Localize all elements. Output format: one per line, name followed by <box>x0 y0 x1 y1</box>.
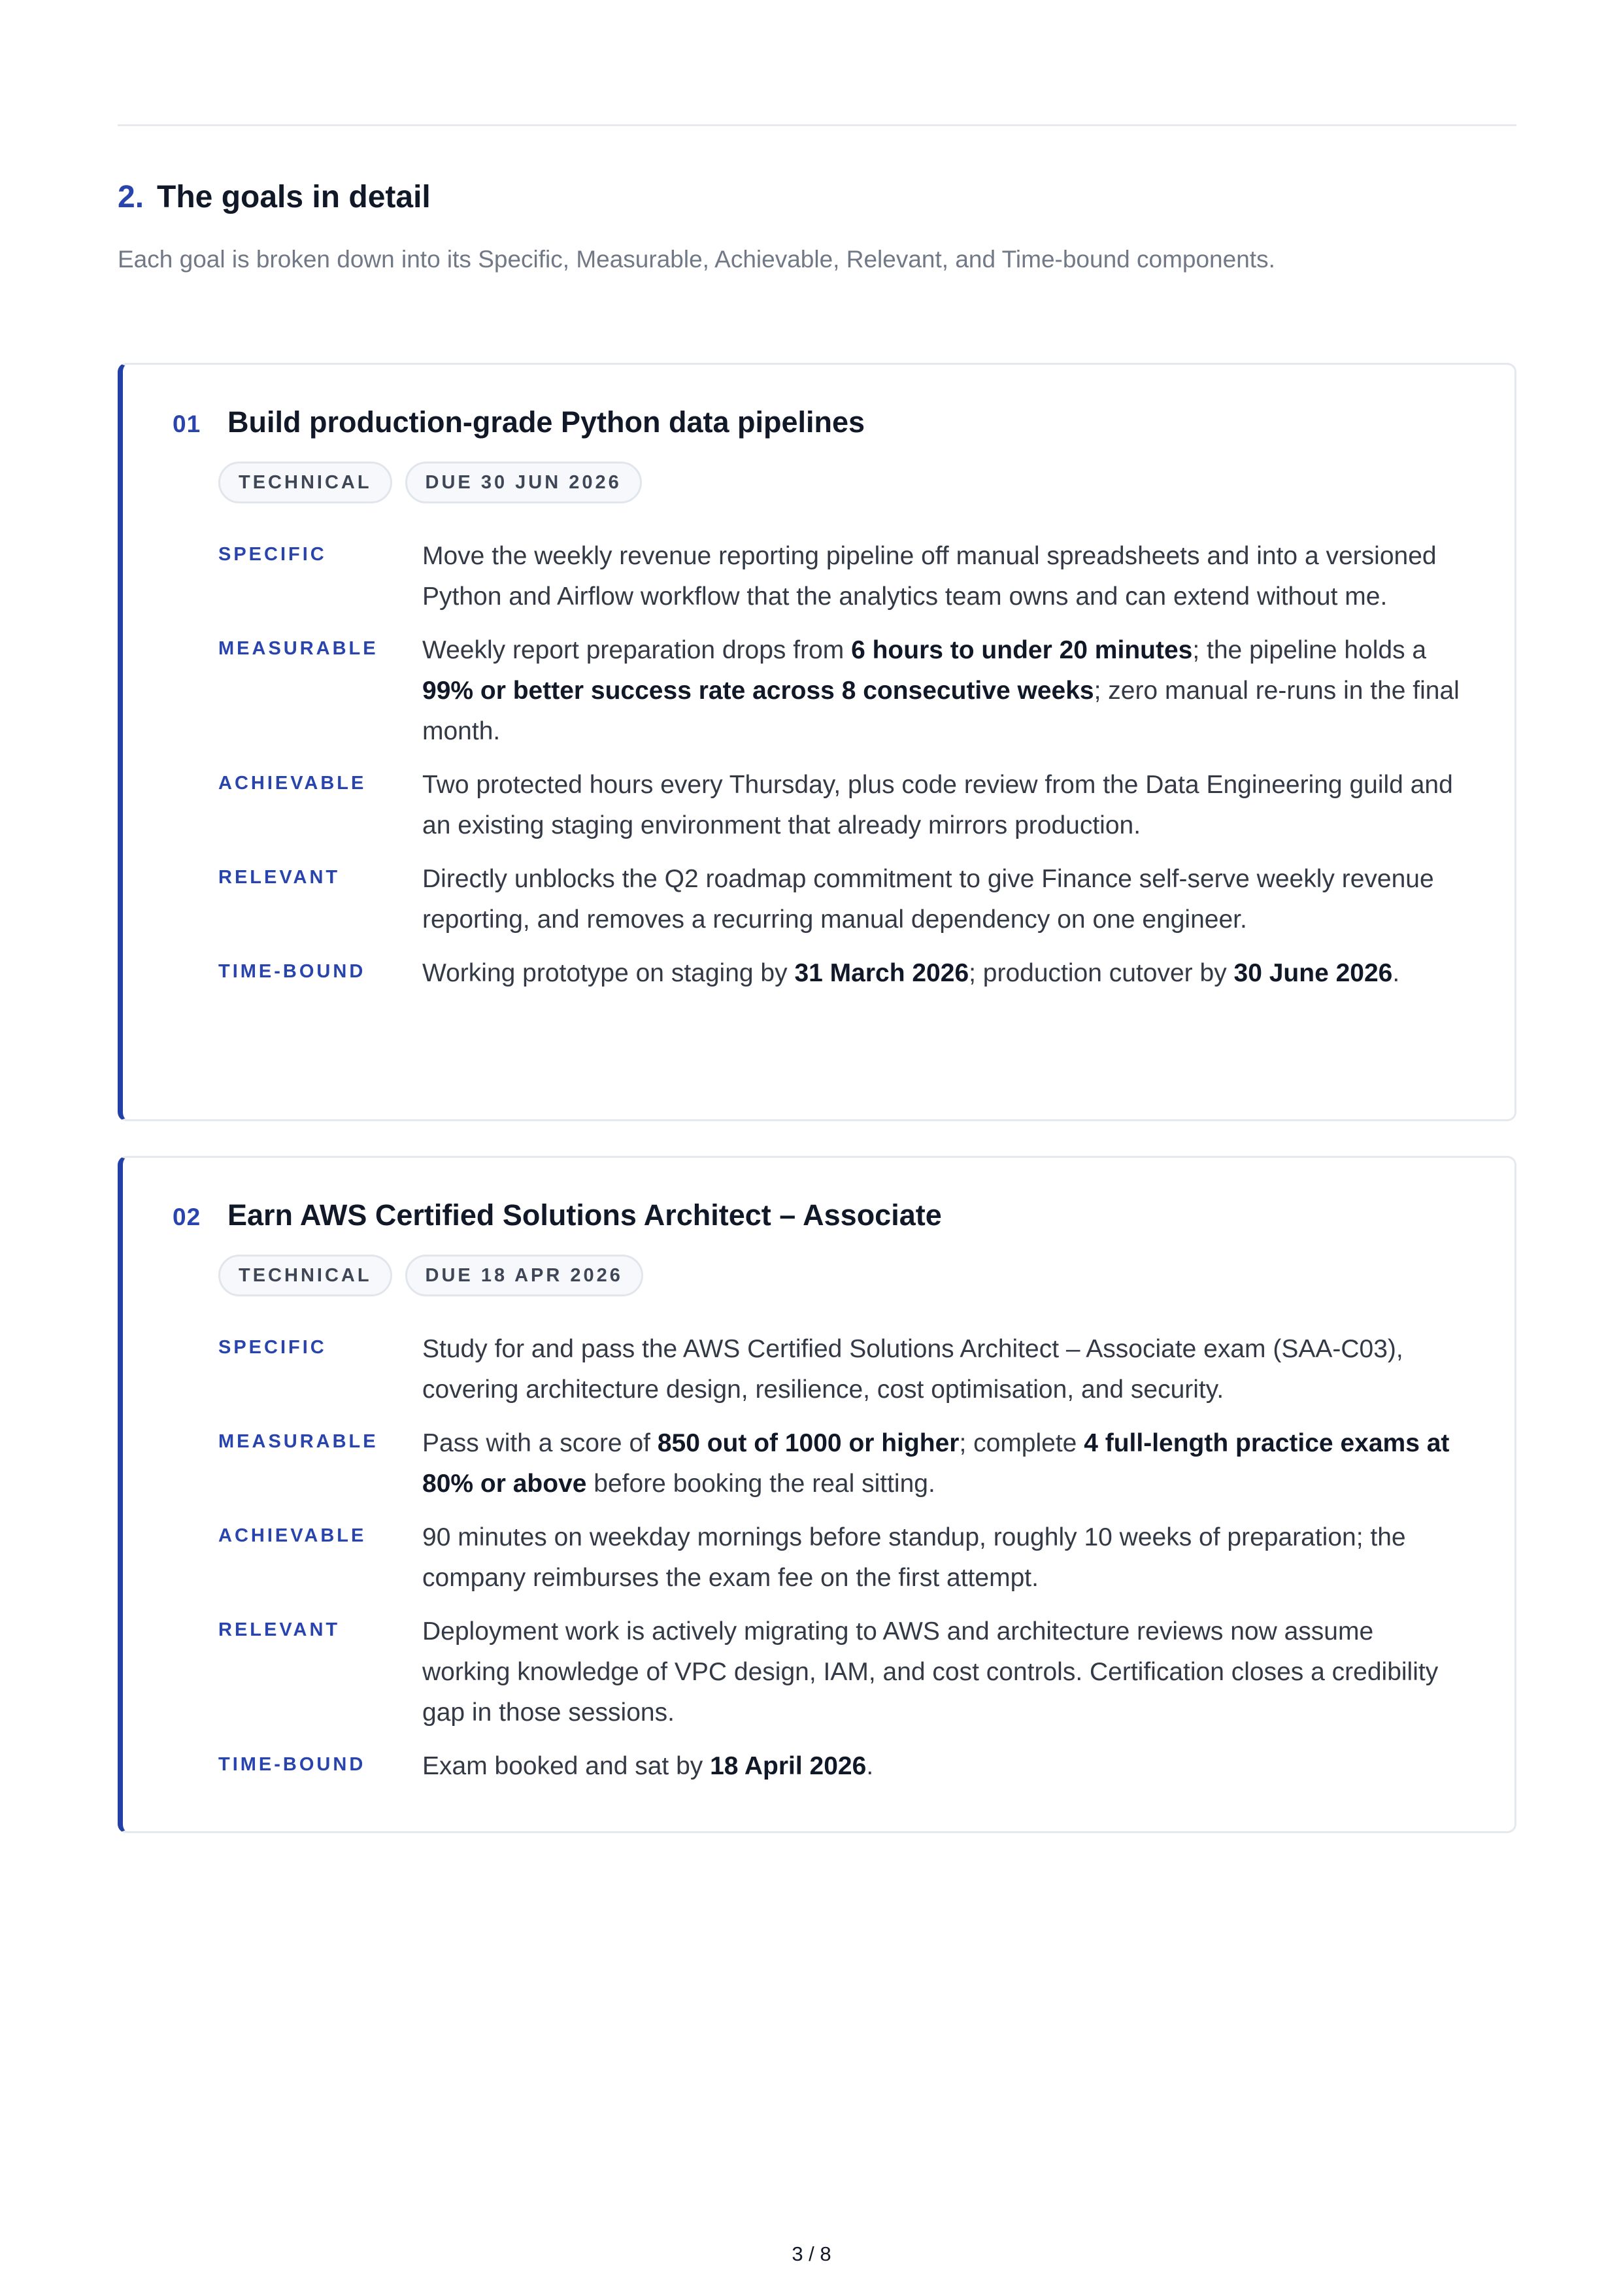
smart-label: ACHIEVABLE <box>218 1525 367 1546</box>
category-tag: TECHNICAL <box>218 1255 392 1296</box>
emphasis-text: 6 hours to under 20 minutes <box>851 636 1193 664</box>
smart-text <box>422 953 1460 994</box>
goal-tags <box>218 1255 656 1296</box>
emphasis-text: 4 full-length practice exams at 80% or above <box>422 1429 1450 1498</box>
smart-label: TIME-BOUND <box>218 961 366 982</box>
body-text: Study for and pass the AWS Certified Solutions Architect – Associate exam (SAA-C03), covering architecture design, resilience, cost optimisation, and security. <box>422 1335 1403 1404</box>
goal-header <box>173 1198 942 1232</box>
body-text: 90 minutes on weekday mornings before standup, roughly 10 weeks of preparation; the company reimburses the exam fee on the first attempt. <box>422 1523 1406 1592</box>
smart-row-time-bound <box>218 1746 1460 1787</box>
smart-row-relevant <box>218 1612 1460 1733</box>
body-text: Weekly report preparation drops from <box>422 636 852 664</box>
body-text: before booking the real sitting. <box>586 1470 935 1498</box>
smart-text <box>422 1746 1460 1787</box>
body-text: Pass with a score of <box>422 1429 658 1457</box>
smart-row-measurable <box>218 630 1460 752</box>
emphasis-text: 99% or better success rate across 8 consecutive weeks <box>422 677 1094 705</box>
category-tag: TECHNICAL <box>218 462 392 503</box>
emphasis-text: 18 April 2026 <box>710 1752 867 1780</box>
emphasis-text: 30 June 2026 <box>1233 959 1393 987</box>
section-title-text: The goals in detail <box>157 180 431 214</box>
smart-text <box>422 1517 1460 1598</box>
page-number: 3 / 8 <box>792 2242 831 2265</box>
body-text: ; the pipeline holds a <box>1192 636 1427 664</box>
smart-label: MEASURABLE <box>218 1431 378 1452</box>
goal-card <box>118 363 1516 1121</box>
body-text: Two protected hours every Thursday, plus code review from the Data Engineering guild and an existing staging environment that already mirrors production. <box>422 771 1453 839</box>
smart-breakdown <box>218 1329 1460 1800</box>
smart-row-time-bound <box>218 953 1460 994</box>
smart-text <box>422 859 1460 940</box>
goal-number: 01 <box>173 411 201 437</box>
body-text: ; complete <box>959 1429 1084 1457</box>
goal-title: Earn AWS Certified Solutions Architect – Associate <box>227 1198 942 1232</box>
smart-row-achievable <box>218 765 1460 846</box>
smart-text <box>422 1423 1460 1504</box>
due-date-tag: DUE 30 JUN 2026 <box>405 462 642 503</box>
smart-text <box>422 536 1460 617</box>
body-text: Directly unblocks the Q2 roadmap commitment to give Finance self-serve weekly revenue reporting, and removes a recurring manual dependency on one engineer. <box>422 865 1434 934</box>
smart-label: SPECIFIC <box>218 1337 327 1358</box>
smart-row-achievable <box>218 1517 1460 1598</box>
smart-row-relevant <box>218 859 1460 940</box>
smart-row-measurable <box>218 1423 1460 1504</box>
body-text: . <box>866 1752 874 1780</box>
smart-text <box>422 765 1460 846</box>
smart-row-specific <box>218 536 1460 617</box>
header-divider <box>118 124 1516 126</box>
emphasis-text: 850 out of 1000 or higher <box>657 1429 960 1457</box>
goal-title: Build production-grade Python data pipelines <box>227 405 865 439</box>
due-date-tag: DUE 18 APR 2026 <box>405 1255 643 1296</box>
body-text: Move the weekly revenue reporting pipeline off manual spreadsheets and into a versioned Python and Airflow workflow that the analytics team owns and can extend without me. <box>422 542 1437 611</box>
goal-card <box>118 1156 1516 1833</box>
section-number: 2. <box>118 180 144 214</box>
smart-label: TIME-BOUND <box>218 1754 366 1775</box>
smart-label: RELEVANT <box>218 1619 341 1640</box>
emphasis-text: 31 March 2026 <box>794 959 969 987</box>
section-intro: Each goal is broken down into its Specific, Measurable, Achievable, Relevant, and Time-bound components. <box>118 246 1275 273</box>
smart-row-specific <box>218 1329 1460 1410</box>
smart-label: SPECIFIC <box>218 544 327 565</box>
body-text: Exam booked and sat by <box>422 1752 711 1780</box>
smart-breakdown <box>218 536 1460 1007</box>
smart-text <box>422 1612 1460 1733</box>
smart-label: RELEVANT <box>218 867 341 888</box>
smart-label: MEASURABLE <box>218 638 378 659</box>
goal-number: 02 <box>173 1204 201 1230</box>
body-text: Deployment work is actively migrating to AWS and architecture reviews now assume working knowledge of VPC design, IAM, and cost controls. Certification closes a credibility gap in those sessions. <box>422 1617 1439 1727</box>
smart-text <box>422 630 1460 752</box>
body-text: ; zero manual re-runs in the final month. <box>422 677 1460 745</box>
smart-text <box>422 1329 1460 1410</box>
goal-header <box>173 405 865 439</box>
goal-tags <box>218 462 655 503</box>
section-title <box>118 179 431 215</box>
body-text: Working prototype on staging by <box>422 959 795 987</box>
body-text: ; production cutover by <box>969 959 1234 987</box>
body-text: . <box>1392 959 1400 987</box>
smart-label: ACHIEVABLE <box>218 773 367 794</box>
